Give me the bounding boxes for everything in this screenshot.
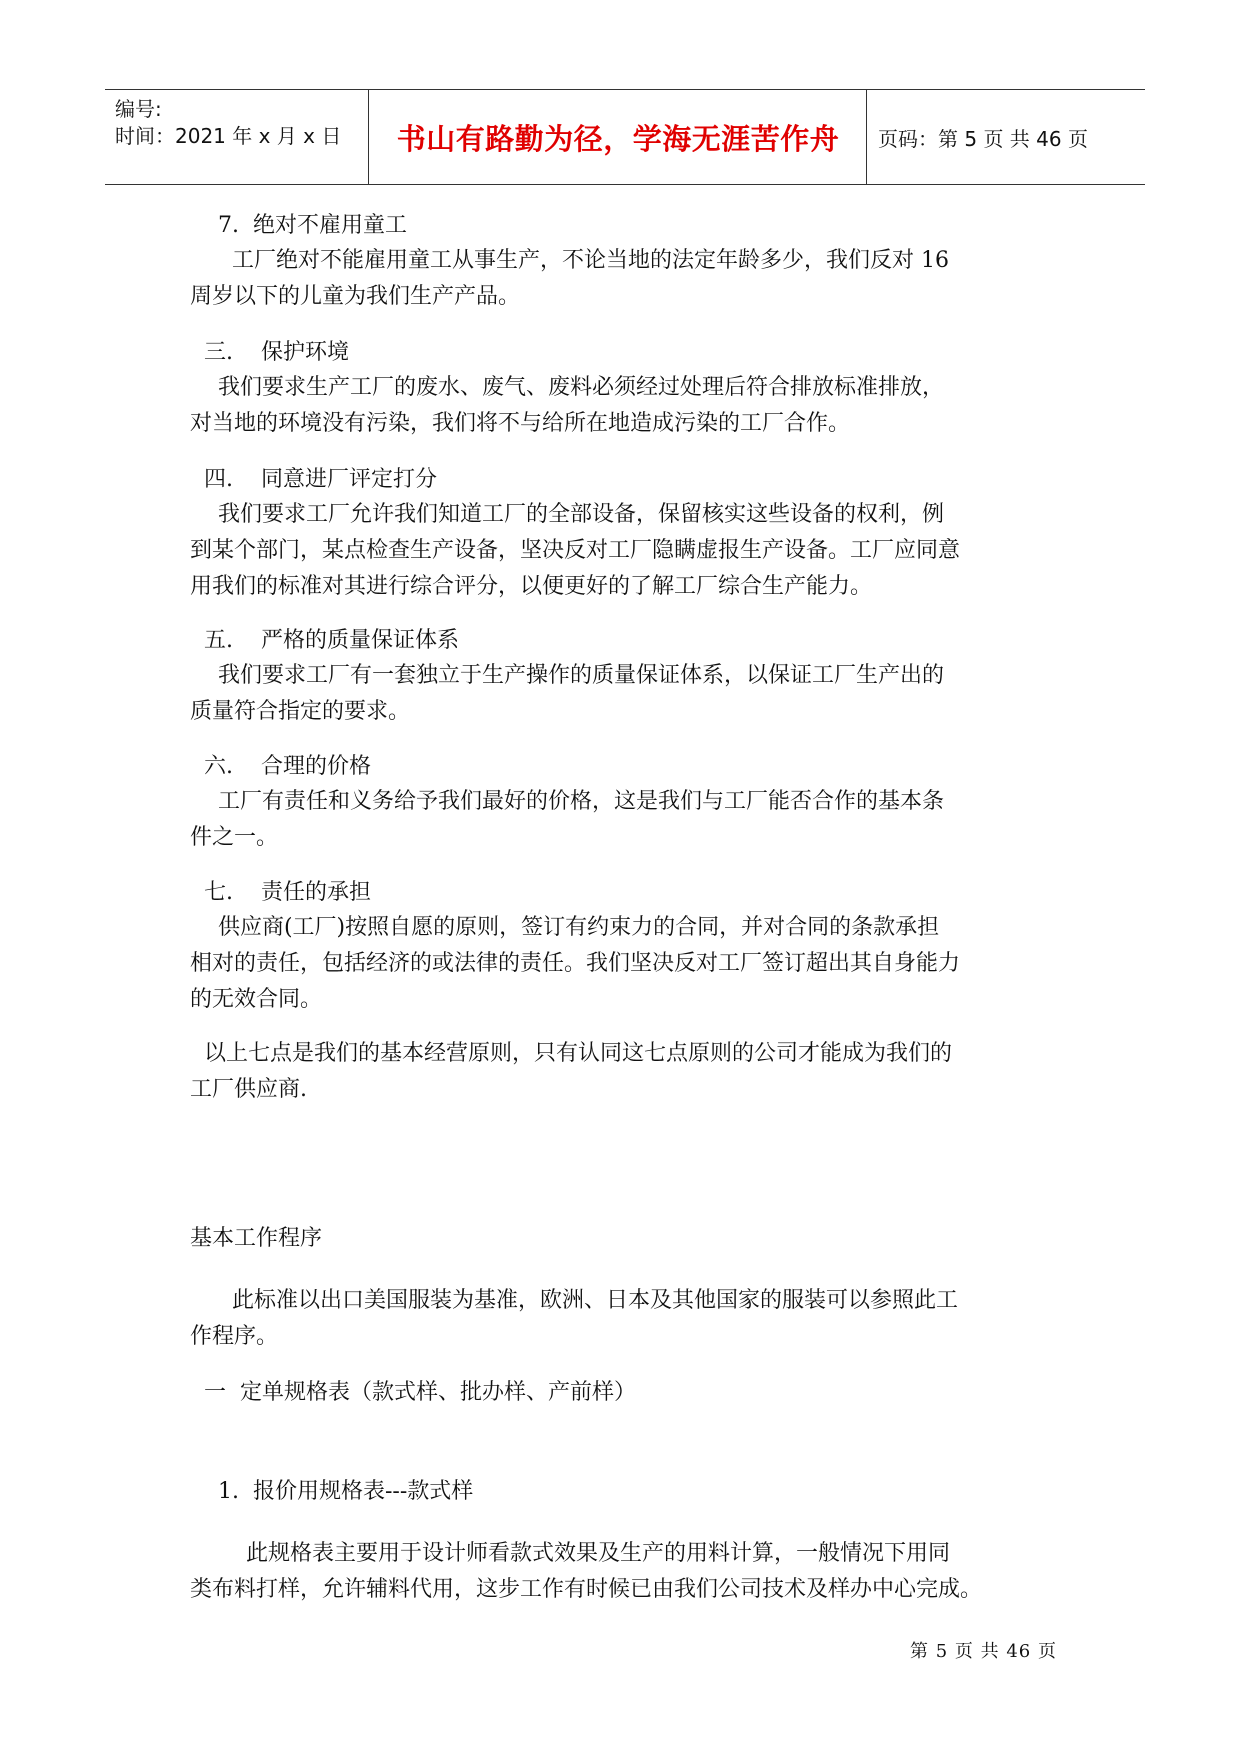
text-line: 七. 责任的承担 (190, 880, 371, 905)
text-line: 此规格表主要用于设计师看款式效果及生产的用料计算，一般情况下用同 (190, 1541, 950, 1566)
paragraph-procedure-title (190, 1221, 1070, 1257)
header-info-cell (105, 90, 369, 184)
text-line: 一 定单规格表（款式样、批办样、产前样） (190, 1380, 636, 1405)
document-number-label: 编号: (115, 97, 162, 121)
text-line: 件之一。 (190, 825, 279, 850)
text-line: 质量符合指定的要求。 (190, 699, 411, 724)
paragraph-sec4-text (190, 497, 1070, 605)
page-footer: 第 5 页 共 46 页 (910, 1641, 1057, 1662)
text-line: 四. 同意进厂评定打分 (190, 467, 437, 492)
text-line: 工厂绝对不能雇用童工从事生产，不论当地的法定年龄多少，我们反对 16 (190, 248, 949, 273)
paragraph-item1-title (190, 1474, 1070, 1510)
text-line: 供应商(工厂)按照自愿的原则，签订有约束力的合同，并对合同的条款承担 (190, 915, 940, 940)
text-line: 我们要求工厂有一套独立于生产操作的质量保证体系，以保证工厂生产出的 (190, 663, 944, 688)
paragraph-sec5-title (190, 623, 1070, 659)
paragraph-sec3-title (190, 335, 1070, 371)
text-line: 周岁以下的儿童为我们生产产品。 (190, 284, 521, 309)
text-line: 我们要求生产工厂的废水、废气、废料必须经过处理后符合排放标准排放， (190, 375, 944, 400)
header-motto: 书山有路勤为径，学海无涯苦作舟 (396, 121, 840, 156)
text-line: 相对的责任，包括经济的或法律的责任。我们坚决反对工厂签订超出其自身能力 (190, 951, 961, 976)
paragraph-part1-title (190, 1375, 1070, 1411)
paragraph-sec7-text (190, 910, 1070, 1018)
paragraph-sec3-text (190, 370, 1070, 442)
header-motto-cell (370, 90, 867, 184)
paragraph-sec7-title (190, 875, 1070, 911)
paragraph-sec6-title (190, 749, 1070, 785)
text-line: 工厂供应商. (190, 1077, 307, 1102)
page-header (105, 89, 1145, 185)
text-line: 类布料打样，允许辅料代用，这步工作有时候已由我们公司技术及样办中心完成。 (190, 1577, 983, 1602)
header-page-number: 页码：第 5 页 共 46 页 (878, 126, 1088, 151)
paragraph-sec5-text (190, 658, 1070, 730)
text-line: 作程序。 (190, 1324, 279, 1349)
paragraph-procedure-text (190, 1283, 1070, 1355)
paragraph-sec6-text (190, 784, 1070, 856)
paragraph-summary (190, 1036, 1070, 1108)
paragraph-s7-text (190, 243, 1070, 315)
text-line: 工厂有责任和义务给予我们最好的价格，这是我们与工厂能否合作的基本条 (190, 789, 944, 814)
text-line: 五. 严格的质量保证体系 (190, 628, 459, 653)
text-line: 此标准以出口美国服装为基准，欧洲、日本及其他国家的服装可以参照此工 (190, 1288, 958, 1313)
text-line: 用我们的标准对其进行综合评分，以便更好的了解工厂综合生产能力。 (190, 574, 873, 599)
text-line: 的无效合同。 (190, 987, 323, 1012)
text-line: 以上七点是我们的基本经营原则，只有认同这七点原则的公司才能成为我们的 (190, 1041, 952, 1066)
text-line: 对当地的环境没有污染，我们将不与给所在地造成污染的工厂合作。 (190, 411, 851, 436)
text-line: 到某个部门，某点检查生产设备，坚决反对工厂隐瞒虚报生产设备。工厂应同意 (190, 538, 961, 563)
text-line: 7. 绝对不雇用童工 (190, 213, 407, 238)
text-line: 基本工作程序 (190, 1226, 323, 1251)
text-line: 我们要求工厂允许我们知道工厂的全部设备，保留核实这些设备的权利，例 (190, 502, 944, 527)
text-line: 三. 保护环境 (190, 340, 349, 365)
paragraph-s7-title (190, 208, 1070, 244)
document-time-label: 时间：2021 年 x 月 x 日 (115, 124, 342, 148)
paragraph-item1-text (190, 1536, 1070, 1608)
text-line: 六. 合理的价格 (190, 754, 371, 779)
text-line: 1. 报价用规格表---款式样 (190, 1479, 474, 1504)
paragraph-sec4-title (190, 462, 1070, 498)
header-page-cell (868, 90, 1145, 184)
